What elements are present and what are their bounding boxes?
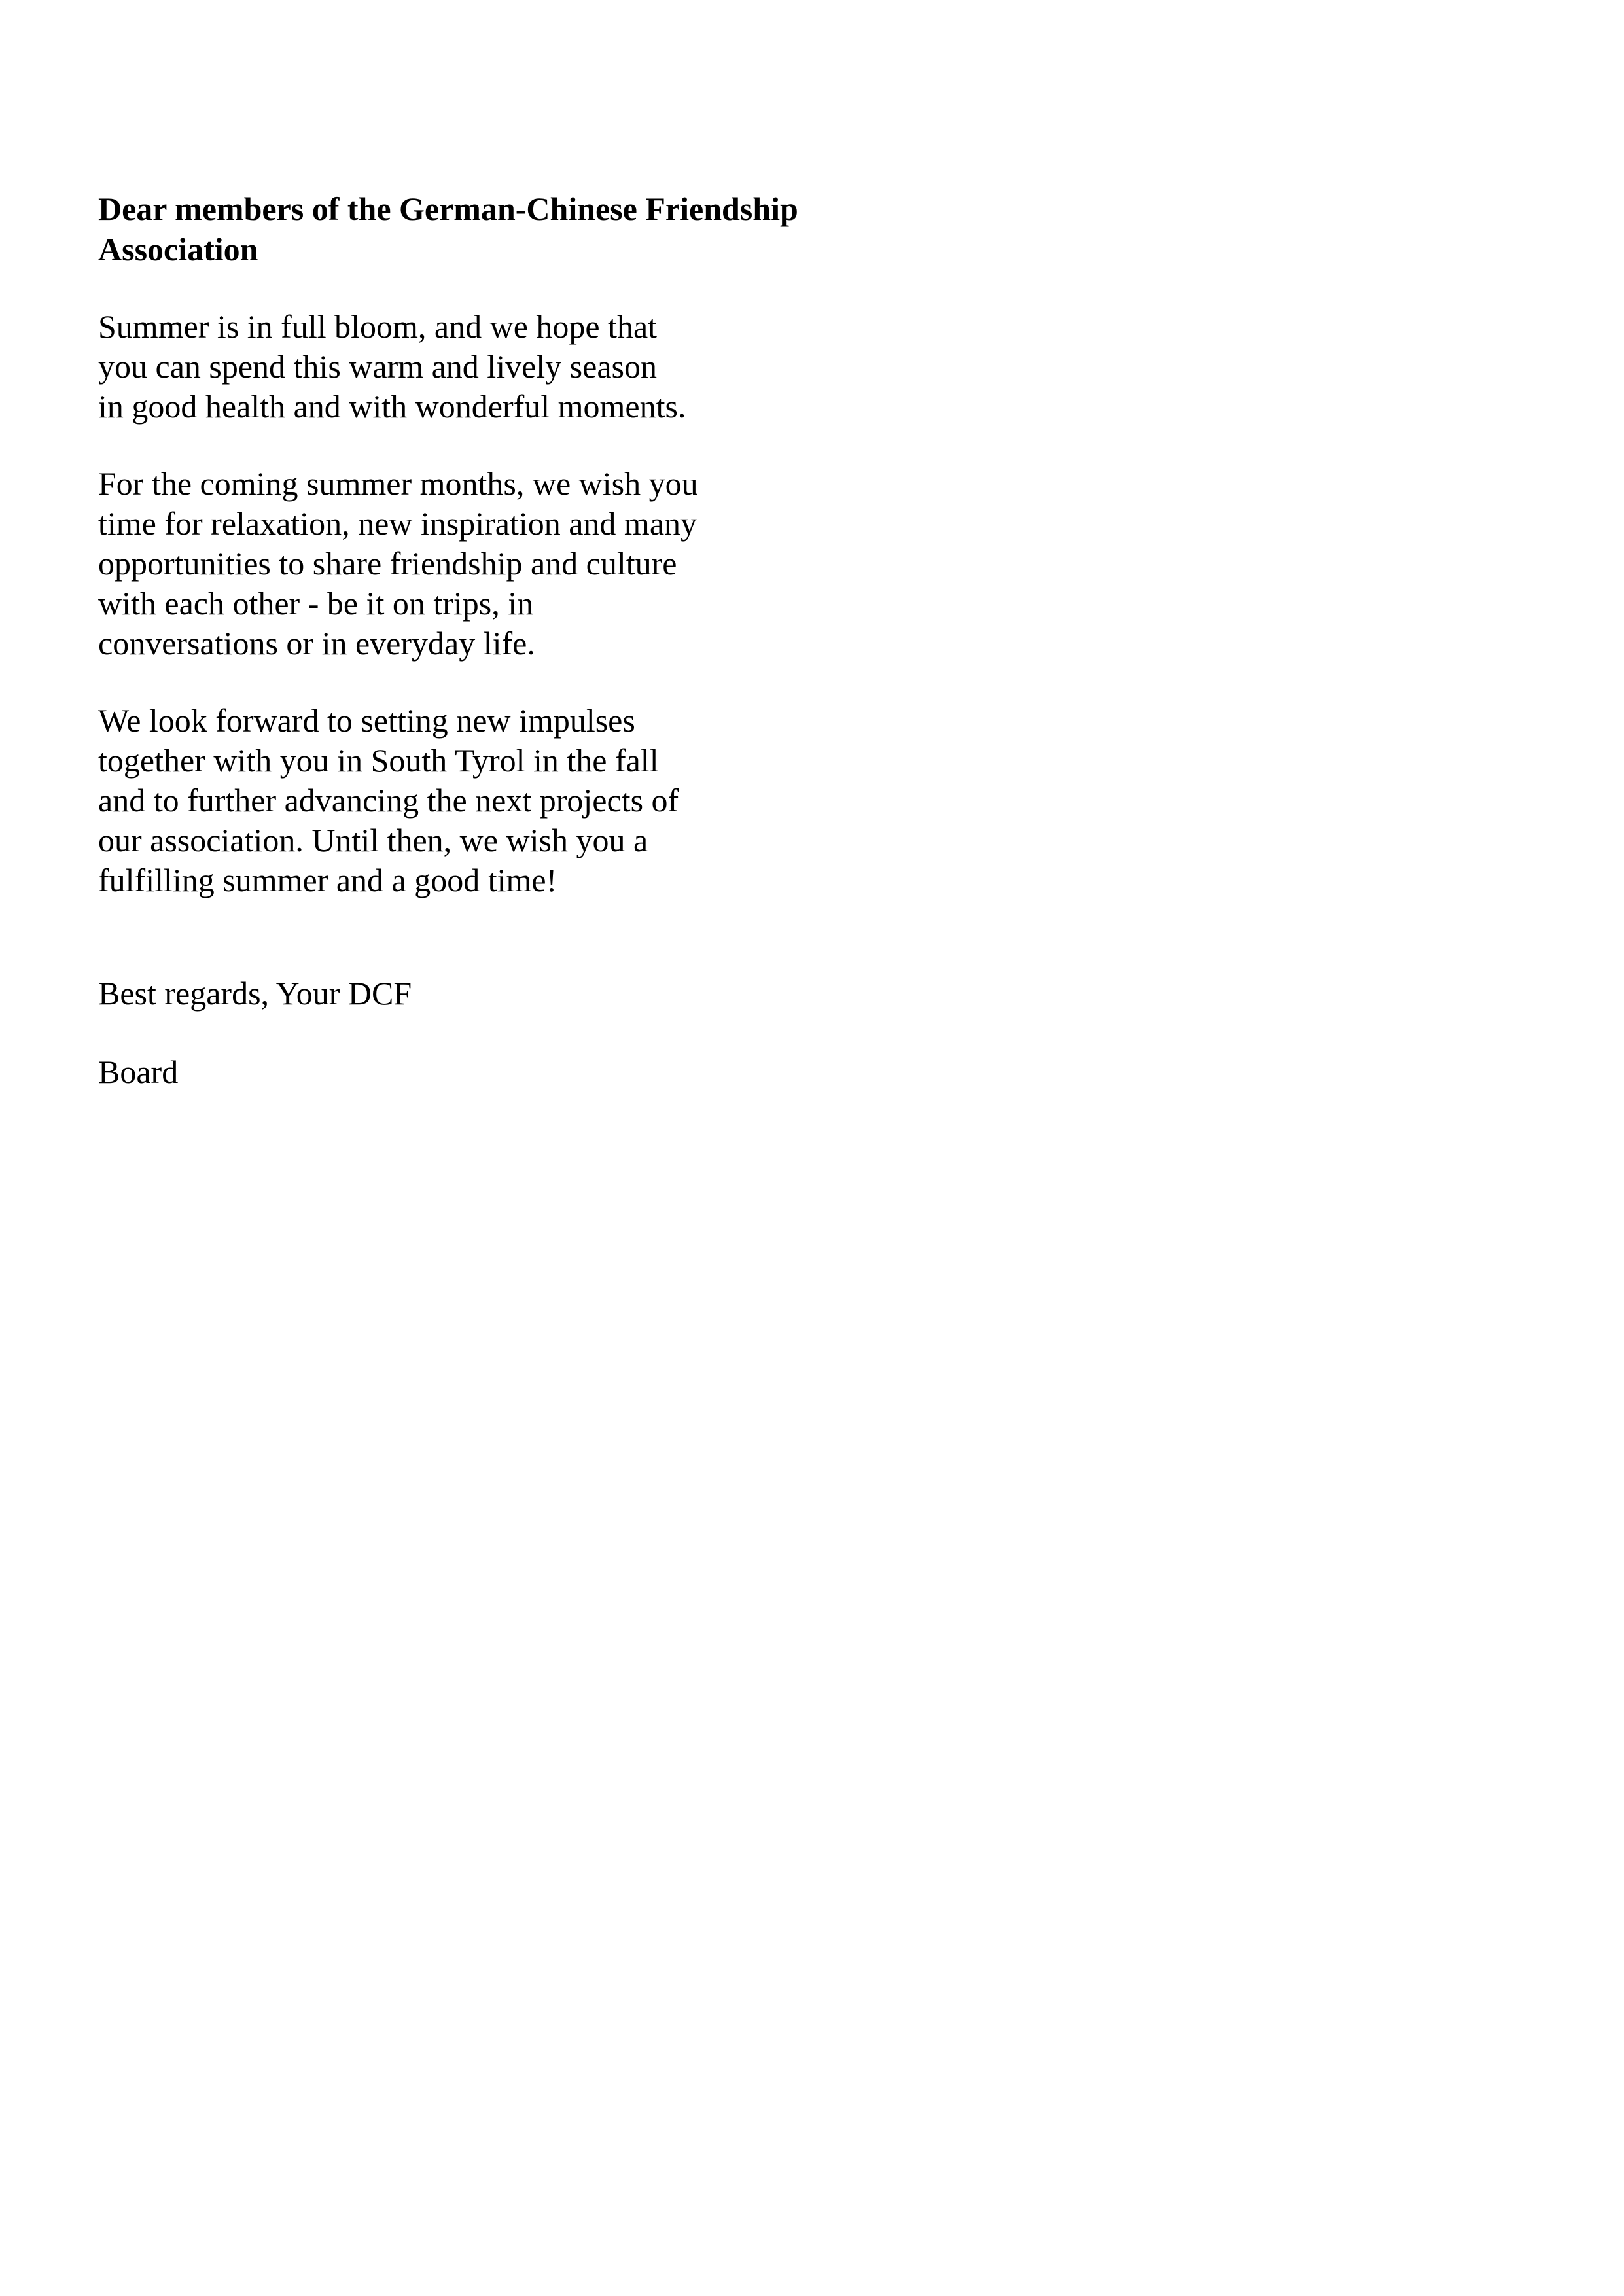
- letter-body: [98, 188, 916, 1092]
- letter-paragraph-3: We look forward to setting new impulses together with you in South Tyrol in the fall and to further advancing the next projects of our association. Until then, we wish you a fulfilling summer and a good time!: [98, 702, 679, 898]
- letter-closing: Best regards, Your DCF: [98, 975, 412, 1012]
- letter-paragraph-1: Summer is in full bloom, and we hope that you can spend this warm and lively season in good health and with wonderful moments.: [98, 308, 686, 425]
- letter-paragraph-2: For the coming summer months, we wish you time for relaxation, new inspiration and many opportunities to share friendship and culture with each other - be it on trips, in conversations or in everyday life.: [98, 465, 698, 662]
- letter-signature: Board: [98, 1053, 179, 1090]
- letter-salutation: Dear members of the German-Chinese Friendship Association: [98, 190, 798, 268]
